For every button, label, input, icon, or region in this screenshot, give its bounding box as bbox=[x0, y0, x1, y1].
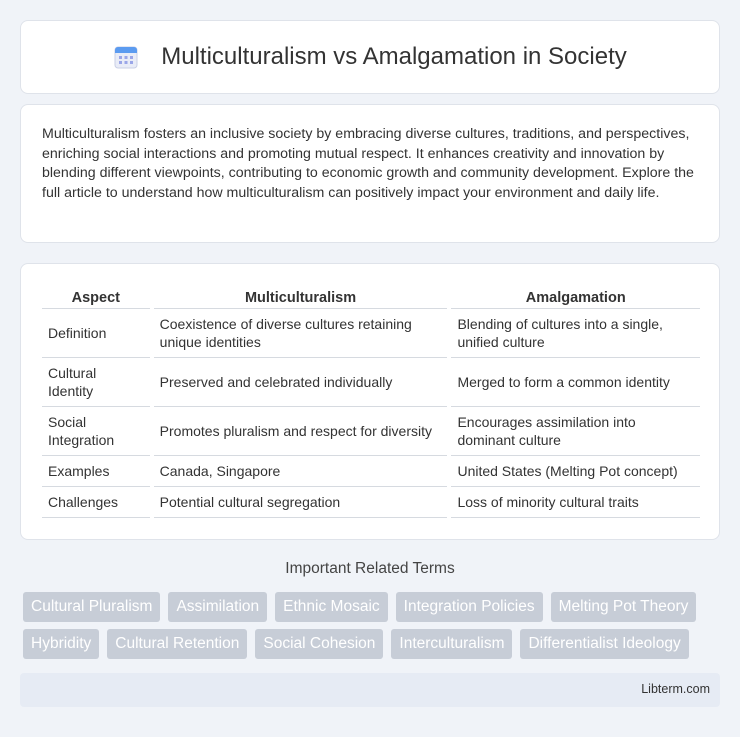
comparison-table bbox=[38, 284, 704, 518]
related-term-tag[interactable]: Assimilation bbox=[168, 592, 267, 622]
footer bbox=[20, 673, 720, 707]
related-term-tag[interactable]: Social Cohesion bbox=[255, 629, 383, 659]
table-cell: Preserved and celebrated individually bbox=[154, 358, 448, 407]
related-terms-title: Important Related Terms bbox=[285, 560, 455, 577]
related-terms bbox=[23, 592, 723, 666]
table-row bbox=[42, 487, 700, 518]
related-term-tag[interactable]: Melting Pot Theory bbox=[551, 592, 697, 622]
table-cell: Definition bbox=[42, 309, 150, 358]
table-cell: Cultural Identity bbox=[42, 358, 150, 407]
table-row bbox=[42, 358, 700, 407]
tag-row bbox=[23, 592, 723, 622]
title-card bbox=[20, 20, 720, 94]
footer-site-link[interactable]: Libterm.com bbox=[641, 682, 710, 696]
related-term-tag[interactable]: Cultural Retention bbox=[107, 629, 247, 659]
related-term-tag[interactable]: Integration Policies bbox=[396, 592, 543, 622]
column-header: Amalgamation bbox=[451, 284, 700, 309]
table-cell: Promotes pluralism and respect for diversity bbox=[154, 407, 448, 456]
table-header-row bbox=[42, 284, 700, 309]
table-row bbox=[42, 309, 700, 358]
table-cell: Social Integration bbox=[42, 407, 150, 456]
table-cell: Blending of cultures into a single, unified culture bbox=[451, 309, 700, 358]
related-term-tag[interactable]: Cultural Pluralism bbox=[23, 592, 160, 622]
table-cell: Encourages assimilation into dominant culture bbox=[451, 407, 700, 456]
table-cell: Challenges bbox=[42, 487, 150, 518]
related-term-tag[interactable]: Hybridity bbox=[23, 629, 99, 659]
table-cell: Coexistence of diverse cultures retaining unique identities bbox=[154, 309, 448, 358]
table-cell: United States (Melting Pot concept) bbox=[451, 456, 700, 487]
table-cell: Loss of minority cultural traits bbox=[451, 487, 700, 518]
related-term-tag[interactable]: Interculturalism bbox=[391, 629, 512, 659]
calendar-icon bbox=[113, 44, 139, 70]
column-header: Multiculturalism bbox=[154, 284, 448, 309]
intro-text: Multiculturalism fosters an inclusive society by embracing diverse cultures, traditions, and perspectives, enriching social interactions and promoting mutual respect. It enhances creativity and innovation by blending different viewpoints, contributing to economic growth and community development. Explore the full article to understand how multiculturalism can positively impact your environment and daily life. bbox=[42, 126, 694, 201]
comparison-table-card bbox=[20, 263, 720, 540]
tag-row bbox=[23, 629, 723, 659]
related-term-tag[interactable]: Ethnic Mosaic bbox=[275, 592, 387, 622]
table-row bbox=[42, 407, 700, 456]
table-row bbox=[42, 456, 700, 487]
page-title: Multiculturalism vs Amalgamation in Society bbox=[161, 43, 627, 70]
column-header: Aspect bbox=[42, 284, 150, 309]
intro-card bbox=[20, 104, 720, 243]
table-cell: Examples bbox=[42, 456, 150, 487]
related-term-tag[interactable]: Differentialist Ideology bbox=[520, 629, 688, 659]
table-cell: Merged to form a common identity bbox=[451, 358, 700, 407]
table-cell: Potential cultural segregation bbox=[154, 487, 448, 518]
table-cell: Canada, Singapore bbox=[154, 456, 448, 487]
